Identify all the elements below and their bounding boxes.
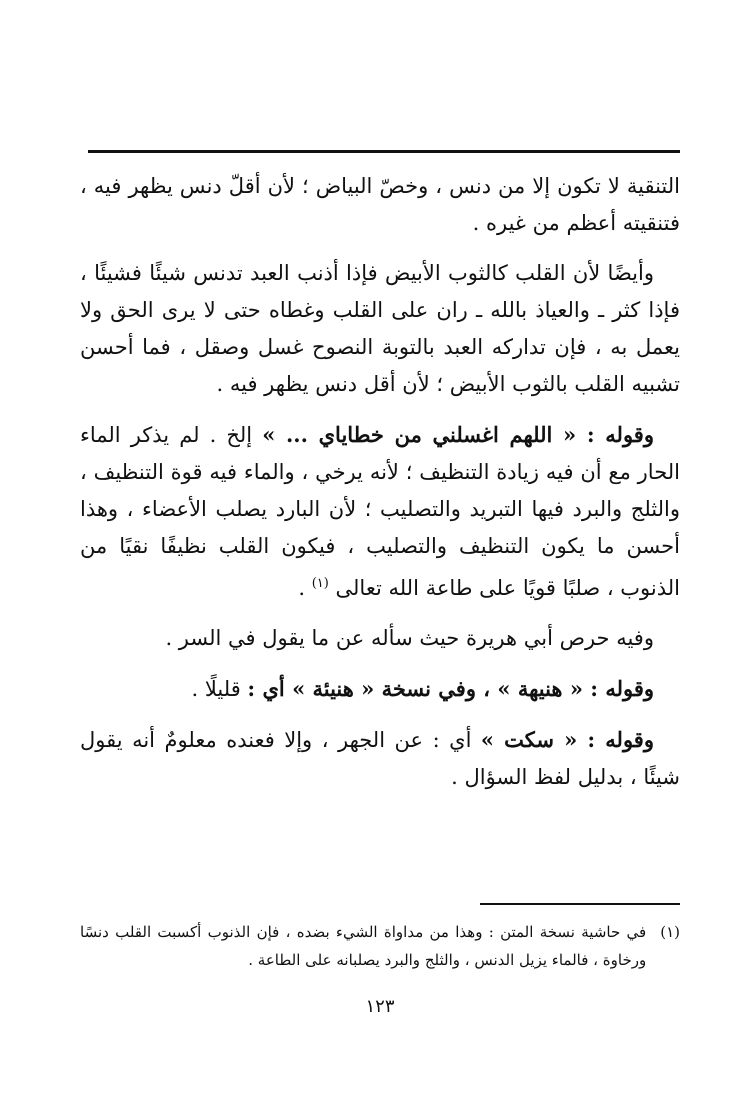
- paragraph-text: قليلًا .: [191, 677, 248, 701]
- header-rule: [88, 150, 680, 153]
- footnotes: [80, 918, 680, 974]
- paragraph-wash-sins: [80, 416, 680, 607]
- quoted-word-lead: وقوله : « هنيهة » ، وفي نسخة « هنيئة » أي :: [247, 676, 654, 701]
- footnote-text: في حاشية نسخة المتن : وهذا من مداواة الشيء بضده ، فإن الذنوب أكسبت القلب دنسًا ورخاوة ، فالماء يزيل الدنس ، والثلج والبرد يصلبانه على الطاعة .: [80, 923, 647, 969]
- paragraph-text: وفيه حرص أبي هريرة حيث سأله عن ما يقول في السر .: [165, 626, 654, 650]
- paragraph-tail: .: [298, 576, 312, 600]
- paragraph-purification: [80, 168, 680, 242]
- paragraph-text: وأيضًا لأن القلب كالثوب الأبيض فإذا أذنب العبد تدنس شيئًا فشيئًا ، فإذا كثر ـ والعياذ بالله ـ ران على القلب وغطاه حتى لا يرى الحق ولا يعمل به ، فإن تداركه العبد بالتوبة النصوح غسل وصقل ، فما أحسن تشبيه القلب بالثوب الأبيض ؛ لأن أقل دنس يظهر فيه .: [80, 261, 680, 396]
- footnote-reference: (١): [311, 576, 329, 591]
- paragraph-text: إلخ . لم يذكر الماء الحار مع أن فيه زيادة التنظيف ؛ لأنه يرخي ، والماء فيه قوة التنظيف ، والثلج والبرد فيها التبريد والتصليب ؛ لأن البارد يصلب الأعضاء ، وهذا أحسن ما يكون التنظيف والتصليب ، فيكون القلب نظيفًا نقيًا من الذنوب ، صلبًا قويًا على طاعة الله تعالى: [80, 423, 680, 600]
- main-text: [80, 168, 680, 809]
- paragraph-sakata: [80, 721, 680, 796]
- paragraph-abu-hurayra: [80, 620, 680, 657]
- paragraph-heart-garment: [80, 255, 680, 403]
- footnote-rule: [480, 903, 680, 905]
- paragraph-text: أي : عن الجهر ، وإلا فعنده معلومٌ أنه يقول شيئًا ، بدليل لفظ السؤال .: [80, 728, 680, 789]
- book-page: [80, 0, 680, 1102]
- paragraph-hunayha: [80, 670, 680, 708]
- paragraph-text: التنقية لا تكون إلا من دنس ، وخصّ البياض ؛ لأن أقلّ دنس يظهر فيه ، فتنقيته أعظم من غيره .: [80, 174, 680, 235]
- footnote-number: (١): [660, 923, 680, 941]
- quoted-word-lead: وقوله : « سكت »: [480, 727, 654, 752]
- footnote-item: [80, 918, 680, 974]
- page-number: ١٢٣: [365, 996, 395, 1017]
- quoted-hadith-lead: وقوله : « اللهم اغسلني من خطاياي ... »: [262, 422, 654, 447]
